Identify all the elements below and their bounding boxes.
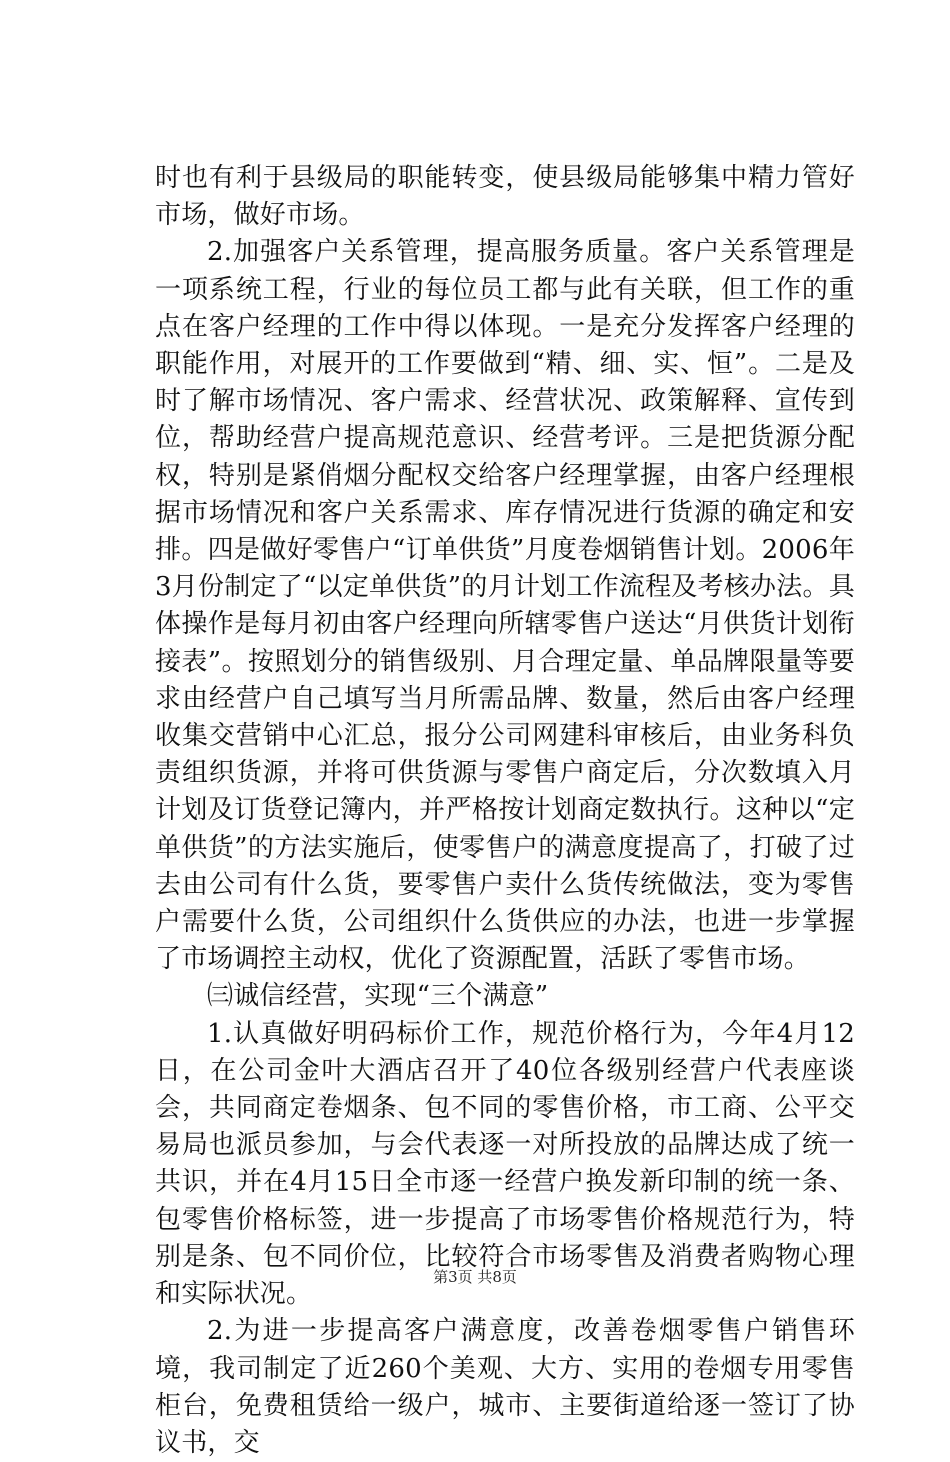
paragraph-customer-satisfaction: 2.为进一步提高客户满意度，改善卷烟零售户销售环境，我司制定了近260个美观、大方、实用的卷烟专用零售柜台，免费租赁给一级户，城市、主要街道给逐一签订了协议书，交 — [155, 1316, 855, 1458]
paragraph-customer-relations: 2.加强客户关系管理，提高服务质量。客户关系管理是一项系统工程，行业的每位员工都与此有关联，但工作的重点在客户经理的工作中得以体现。一是充分发挥客户经理的职能作用，对展开的工作要做到“精、细、实、恒”。二是及时了解市场情况、客户需求、经营状况、政策解释、宣传到位，帮助经营户提高规范意识、经营考评。三是把货源分配权，特别是紧俏烟分配权交给客户经理掌握，由客户经理根据市场情况和客户关系需求、库存情况进行货源的确定和安排。四是做好零售户“订单供货”月度卷烟销售计划。2006年3月份制定了“以定单供货”的月计划工作流程及考核办法。具体操作是每月初由客户经理向所辖零售户送达“月供货计划衔接表”。按照划分的销售级别、月合理定量、单品牌限量等要求由经营户自己填写当月所需品牌、数量，然后由客户经理收集交营销中心汇总，报分公司网建科审核后，由业务科负责组织货源，并将可供货源与零售户商定后，分次数填入月计划及订货登记簿内，并严格按计划商定数执行。这种以“定单供货”的方法实施后，使零售户的满意度提高了，打破了过去由公司有什么货，要零售户卖什么货传统做法，变为零售户需要什么货，公司组织什么货供应的办法，也进一步掌握了市场调控主动权，优化了资源配置，活跃了零售市场。 — [155, 237, 855, 975]
page-footer: 第3页 共8页 — [433, 1268, 517, 1286]
paragraph-price-marking: 1.认真做好明码标价工作，规范价格行为，今年4月12日，在公司金叶大酒店召开了40位各级别经营户代表座谈会，共同商定卷烟条、包不同的零售价格，市工商、公平交易局也派员参加，与会代表逐一对所投放的品牌达成了统一共识，并在4月15日全市逐一经营户换发新印制的统一条、包零售价格标签，进一步提高了市场零售价格规范行为，特别是条、包不同价位，比较符合市场零售及消费者购物心理和实际状况。 — [155, 1018, 855, 1310]
paragraph-continuation: 时也有利于县级局的职能转变，使县级局能够集中精力管好市场，做好市场。 — [155, 163, 855, 231]
section-heading-integrity: ㈢诚信经营，实现“三个满意” — [207, 981, 549, 1012]
